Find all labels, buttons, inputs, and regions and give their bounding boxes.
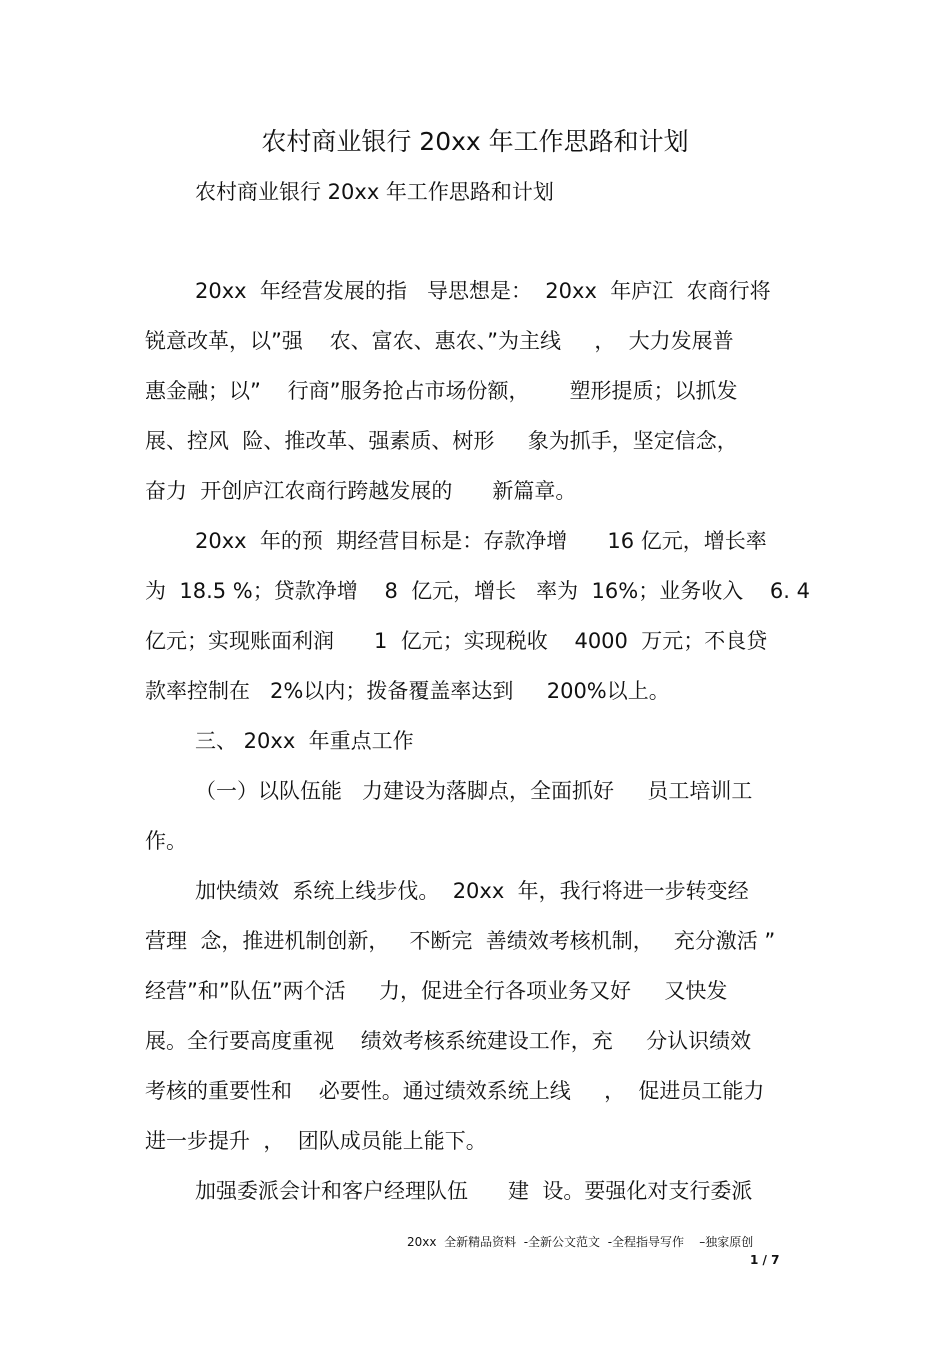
body-line: 考核的重要性和 必要性。通过绩效系统上线 ， 促进员工能力 — [145, 1079, 765, 1103]
body-line: 展、控风 险、推改革、强素质、树形 象为抓手，坚定信念， — [145, 429, 738, 453]
document-title: 农村商业银行 20xx 年工作思路和计划 — [261, 127, 689, 156]
body-line: 营理 念，推进机制创新， 不断完 善绩效考核机制， 充分激活 ” — [145, 929, 776, 953]
body-line: 20xx 年的预 期经营目标是：存款净增 16 亿元，增长率 — [195, 529, 767, 553]
body-line: 惠金融；以” 行商”服务抢占市场份额， 塑形提质；以抓发 — [145, 379, 738, 403]
body-line: 款率控制在 2%以内；拨备覆盖率达到 200%以上。 — [145, 679, 670, 703]
body-line: 展。全行要高度重视 绩效考核系统建设工作，充 分认识绩效 — [145, 1029, 752, 1053]
body-line: 20xx 年经营发展的指 导思想是： 20xx 年庐江 农商行将 — [195, 279, 771, 303]
body-line: 进一步提升 ， 团队成员能上能下。 — [145, 1129, 487, 1153]
body-line: 奋力 开创庐江农商行跨越发展的 新篇章。 — [145, 479, 577, 503]
subsection-heading: （一）以队伍能 力建设为落脚点，全面抓好 员工培训工 — [195, 779, 753, 803]
page-number: 1 / 7 — [750, 1253, 780, 1267]
body-line: 经营”和”队伍”两个活 力，促进全行各项业务又好 又快发 — [145, 979, 728, 1003]
body-line: 加快绩效 系统上线步伐。 20xx 年，我行将进一步转变经 — [195, 879, 749, 903]
body-line: 为 18.5 %；贷款净增 8 亿元，增长 率为 16%；业务收入 6. 4 — [145, 579, 810, 603]
subsection-heading: 作。 — [145, 829, 187, 853]
body-line: 锐意改革，以”强 农、富农、惠农、”为主线 ， 大力发展普 — [145, 329, 734, 353]
section-heading: 三、 20xx 年重点工作 — [195, 729, 414, 753]
body-line: 加强委派会计和客户经理队伍 建 设。要强化对支行委派 — [195, 1179, 753, 1203]
footer-text: 20xx 全新精品资料 -全新公文范文 -全程指导写作 –独家原创 — [407, 1235, 754, 1249]
document-subtitle: 农村商业银行 20xx 年工作思路和计划 — [195, 180, 554, 204]
body-line: 亿元；实现账面利润 1 亿元；实现税收 4000 万元；不良贷 — [145, 629, 768, 653]
